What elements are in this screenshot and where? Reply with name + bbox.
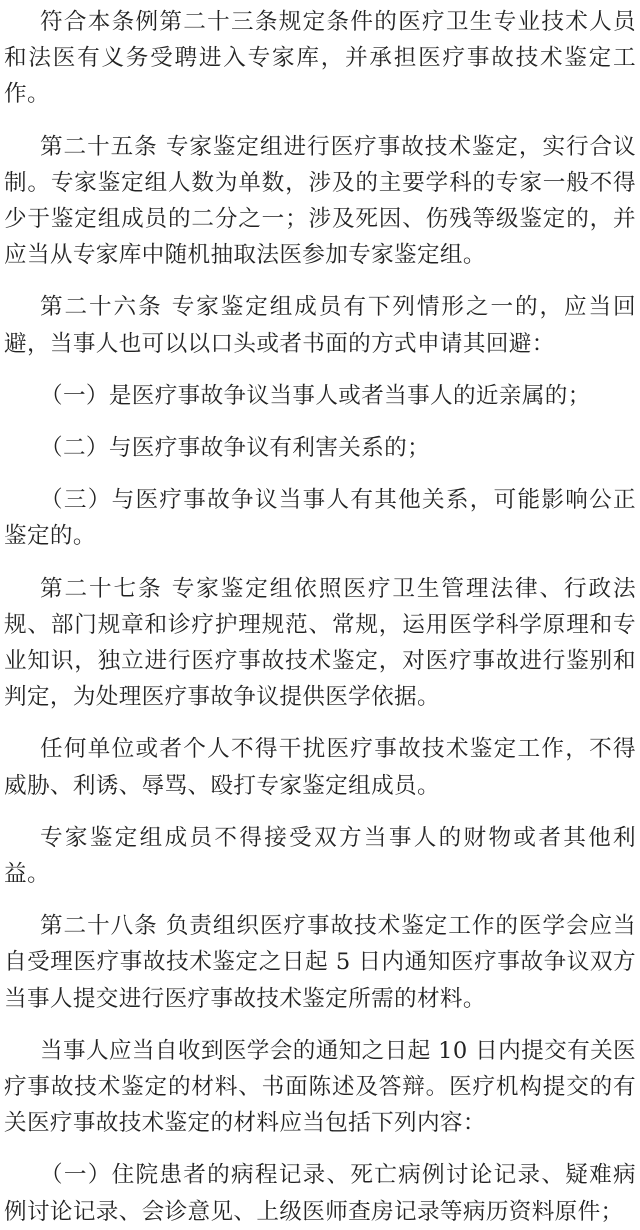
paragraph-article-27: 第二十七条 专家鉴定组依照医疗卫生管理法律、行政法规、部门规章和诊疗护理规范、常规，运用医学科学原理和专业知识，独立进行医疗事故技术鉴定，对医疗事故进行鉴别和判定，为处理医疗事故争议提供医学依据。: [4, 575, 636, 711]
paragraph-article-28: 第二十八条 负责组织医疗事故技术鉴定工作的医学会应当自受理医疗事故技术鉴定之日起 5 日内通知医疗事故争议双方当事人提交进行医疗事故技术鉴定所需的材料。: [4, 913, 636, 1012]
list-item-26-1: （一）是医疗事故争议当事人或者当事人的近亲属的；: [40, 382, 591, 409]
paragraph-article-26: 第二十六条 专家鉴定组成员有下列情形之一的，应当回避，当事人也可以以口头或者书面的方式申请其回避：: [4, 294, 636, 357]
paragraph-expert-obligation: 符合本条例第二十三条规定条件的医疗卫生专业技术人员和法医有义务受聘进入专家库，并承担医疗事故技术鉴定工作。: [4, 9, 636, 108]
list-item-28-1: （一）住院患者的病程记录、死亡病例讨论记录、疑难病例讨论记录、会诊意见、上级医师查房记录等病历资料原件；: [4, 1162, 636, 1225]
paragraph-no-interference: 任何单位或者个人不得干扰医疗事故技术鉴定工作，不得威胁、利诱、辱骂、殴打专家鉴定组成员。: [4, 736, 636, 799]
list-item-26-3: （三）与医疗事故争议当事人有其他关系，可能影响公正鉴定的。: [4, 487, 636, 550]
paragraph-submission-deadline: 当事人应当自收到医学会的通知之日起 10 日内提交有关医疗事故技术鉴定的材料、书面陈述及答辩。医疗机构提交的有关医疗事故技术鉴定的材料应当包括下列内容：: [4, 1037, 636, 1137]
paragraph-article-25: 第二十五条 专家鉴定组进行医疗事故技术鉴定，实行合议制。专家鉴定组人数为单数，涉及的主要学科的专家一般不得少于鉴定组成员的二分之一；涉及死因、伤残等级鉴定的，并应当从专家库中随机抽取法医参加专家鉴定组。: [4, 133, 636, 269]
list-item-26-2: （二）与医疗事故争议有利害关系的；: [40, 435, 431, 462]
paragraph-no-benefits: 专家鉴定组成员不得接受双方当事人的财物或者其他利益。: [4, 824, 636, 888]
